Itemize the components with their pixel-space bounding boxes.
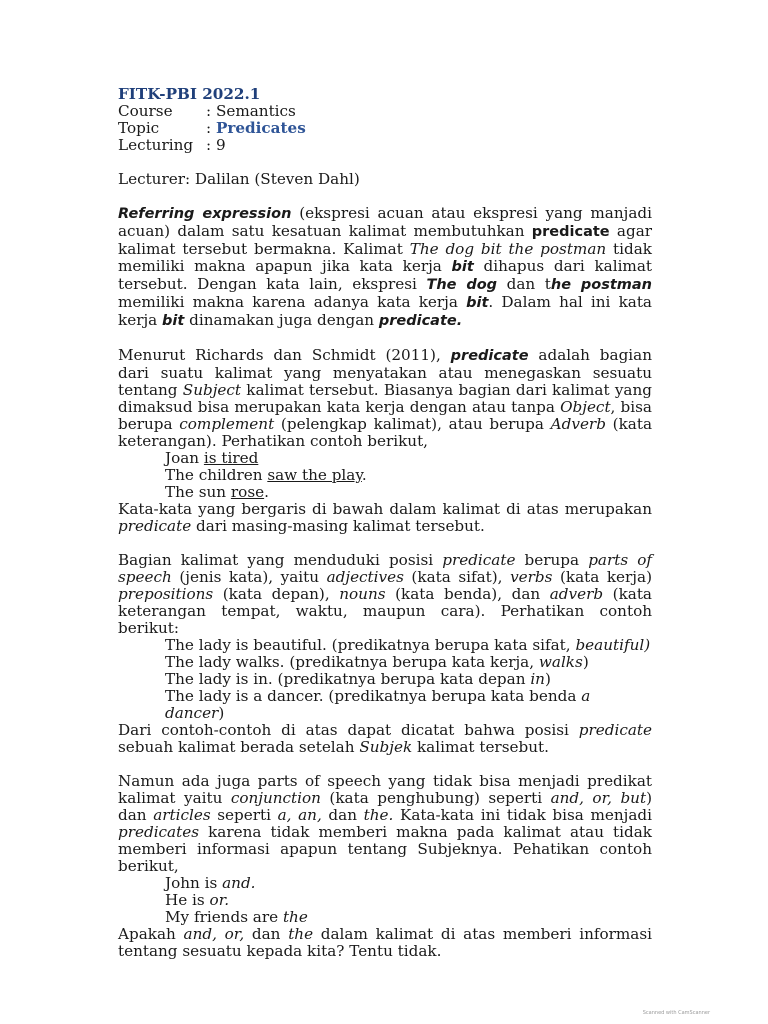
example-sentence: He is or. — [165, 891, 230, 909]
paragraph-position-note: Dari contoh-contoh di atas dapat dicatat bahwa posisi predicate sebuah kalimat berada setelah Subjek kalimat tersebut. — [118, 721, 652, 756]
example-sentence: Joan is tired — [165, 449, 259, 467]
document-page — [118, 86, 652, 960]
course-value: : Semantics — [206, 102, 296, 120]
lecturing-value: : 9 — [206, 136, 226, 154]
topic-label: Topic — [118, 119, 160, 137]
paragraph-definition: Menurut Richards dan Schmidt (2011), predicate adalah bagian dari suatu kalimat yang menyatakan atau menegaskan sesuatu tentang Subject kalimat tersebut. Biasanya bagian dari kalimat yang dimaksud bisa merupakan kata kerja dengan atau tanpa Object, bisa berupa complement (pelengkap kalimat), atau berupa Adverb (kata keterangan). Perhatikan contoh berikut, — [118, 346, 653, 450]
paragraph-underline-note: Kata-kata yang bergaris di bawah dalam kalimat di atas merupakan predicate dari masing-masing kalimat tersebut. — [118, 500, 652, 535]
lecturing-row — [118, 137, 652, 154]
course-row — [118, 103, 652, 120]
paragraph-non-predicates: Namun ada juga parts of speech yang tidak bisa menjadi predikat kalimat yaitu conjunction (kata penghubung) seperti and, or, but) dan articles seperti a, an, dan the. Kata-kata ini tidak bisa menjadi predicates karena tidak memberi makna pada kalimat atau tidak memberi informasi apapun tentang Subjeknya. Pehatikan contoh berikut, — [118, 772, 653, 875]
example-sentence: John is and. — [165, 874, 256, 892]
paragraph-referring-expression: Referring expression (ekspresi acuan atau ekspresi yang manjadi acuan) dalam satu kesatuan kalimat membutuhkan predicate agar kalimat tersebut bermakna. Kalimat The dog bit the postman tidak memiliki makna apapun jika kata kerja bit dihapus dari kalimat tersebut. Dengan kata lain, ekspresi The dog dan the postman memiliki makna karena adanya kata kerja bit. Dalam hal ini kata kerja bit dinamakan juga dengan predicate. — [118, 204, 653, 329]
lecturing-label: Lecturing — [118, 136, 194, 154]
example-sentence: The sun rose. — [165, 483, 269, 501]
course-label: Course — [118, 102, 173, 120]
example-sentence: The lady is in. (predikatnya berupa kata depan in) — [165, 670, 551, 688]
topic-value: Predicates — [215, 119, 306, 137]
example-sentence: The children saw the play. — [165, 466, 367, 484]
paragraph-closing-question: Apakah and, or, dan the dalam kalimat di atas memberi informasi tentang sesuatu kepada kita? Tentu tidak. — [118, 925, 652, 960]
paragraph-parts-of-speech: Bagian kalimat yang menduduki posisi predicate berupa parts of speech (jenis kata), yaitu adjectives (kata sifat), verbs (kata kerja) prepositions (kata depan), nouns (kata benda), dan adverb (kata keterangan tempat, waktu, maupun cara). Perhatikan contoh berikut: — [118, 551, 652, 637]
example-sentence: The lady is a dancer. (predikatnya berupa kata benda a dancer) — [165, 687, 591, 722]
example-sentence: The lady walks. (predikatnya berupa kata kerja, walks) — [165, 653, 589, 671]
topic-row — [118, 120, 652, 137]
topic-separator: : — [206, 119, 216, 137]
document-title: FITK-PBI 2022.1 — [118, 85, 261, 103]
lecturer-line: Lecturer: Dalilan (Steven Dahl) — [118, 170, 360, 188]
example-sentence: My friends are the — [165, 908, 308, 926]
example-sentence: The lady is beautiful. (predikatnya berupa kata sifat, beautiful) — [165, 636, 651, 654]
scanner-watermark: Scanned with CamScanner — [642, 1010, 710, 1016]
